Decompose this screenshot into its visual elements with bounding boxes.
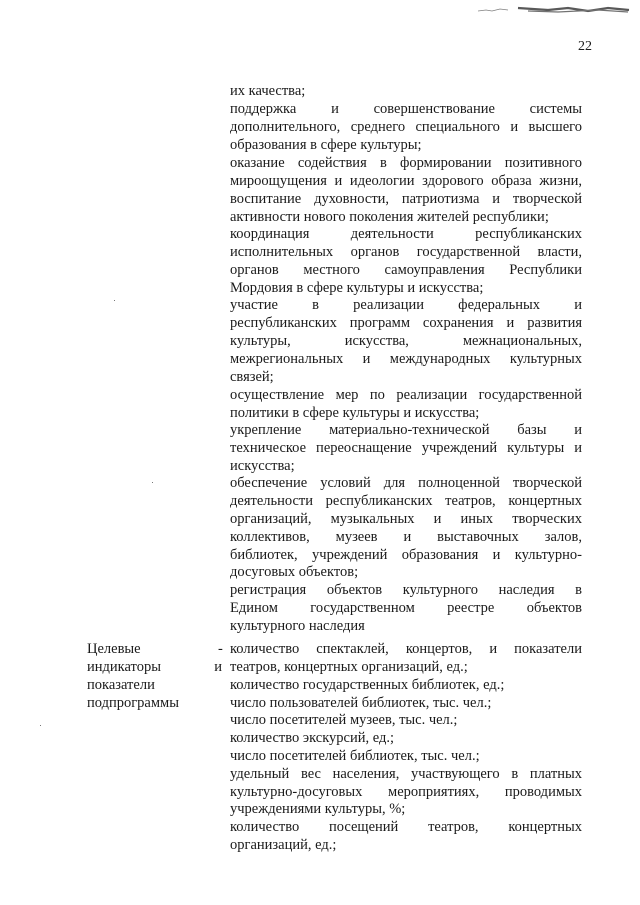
text-line: дополнительного, среднего специального и высшего (230, 119, 582, 135)
text-line: воспитание духовности, патриотизма и творческой (230, 191, 582, 207)
text-line: количество экскурсий, ед.; (230, 730, 395, 746)
text-line: культурного наследия (230, 618, 365, 634)
text-line: организаций, музыкальных и иных творческих (230, 511, 582, 527)
text-line: библиотек, учреждений образования и культурно- (230, 547, 582, 563)
text-line: культуры, искусства, межнациональных, (230, 333, 582, 349)
scan-speck (114, 300, 115, 301)
text-line: количество государственных библиотек, ед.; (230, 677, 505, 693)
text-line: оказание содействия в формировании позитивного (230, 155, 582, 171)
scan-speck (152, 482, 153, 483)
text-line: поддержка и совершенствование системы (230, 101, 582, 117)
text-line: деятельности республиканских театров, концертных (230, 493, 582, 509)
text-line: техническое переоснащение учреждений культуры и (230, 440, 582, 456)
scan-artifact (478, 5, 630, 14)
text-line: коллективов, музеев и выставочных залов, (230, 529, 582, 545)
text-line: мироощущения и идеологии здорового образа жизни, (230, 173, 582, 189)
label-line: подпрограммы (87, 695, 179, 711)
text-line: исполнительных органов государственной власти, (230, 244, 582, 260)
text-line: театров, концертных организаций, ед.; (230, 659, 468, 675)
text-line: удельный вес населения, участвующего в платных (230, 766, 582, 782)
page-number: 22 (578, 39, 592, 54)
text-line: культурно-досуговых мероприятиях, проводимых (230, 784, 582, 800)
label-line: Целевые (87, 641, 141, 657)
scan-speck (40, 725, 41, 726)
text-line: учреждениями культуры, %; (230, 801, 406, 817)
list-dash: - (218, 641, 223, 657)
text-line: организаций, ед.; (230, 837, 337, 853)
label-line: показатели (87, 677, 155, 693)
text-line: досуговых объектов; (230, 564, 359, 580)
text-line: обеспечение условий для полноценной творческой (230, 475, 582, 491)
text-line: участие в реализации федеральных и (230, 297, 582, 313)
text-line: число посетителей музеев, тыс. чел.; (230, 712, 458, 728)
text-line: республиканских программ сохранения и развития (230, 315, 582, 331)
text-line: количество спектаклей, концертов, и показатели (230, 641, 582, 657)
text-line: образования в сфере культуры; (230, 137, 422, 153)
text-line: укрепление материально-технической базы и (230, 422, 582, 438)
text-line: число пользователей библиотек, тыс. чел.; (230, 695, 492, 711)
text-line: искусства; (230, 458, 295, 474)
text-line: Мордовия в сфере культуры и искусства; (230, 280, 484, 296)
text-line: политики в сфере культуры и искусства; (230, 405, 480, 421)
text-line: осуществление мер по реализации государственной (230, 387, 582, 403)
text-line: связей; (230, 369, 274, 385)
text-line: количество посещений театров, концертных (230, 819, 582, 835)
text-line: регистрация объектов культурного наследия в (230, 582, 582, 598)
text-line: их качества; (230, 83, 306, 99)
text-line: координация деятельности республиканских (230, 226, 582, 242)
text-line: органов местного самоуправления Республики (230, 262, 582, 278)
text-line: активности нового поколения жителей республики; (230, 209, 549, 225)
text-line: Едином государственном реестре объектов (230, 600, 582, 616)
text-line: число посетителей библиотек, тыс. чел.; (230, 748, 480, 764)
label-line: индикаторы и (87, 659, 222, 675)
text-line: межрегиональных и международных культурных (230, 351, 582, 367)
